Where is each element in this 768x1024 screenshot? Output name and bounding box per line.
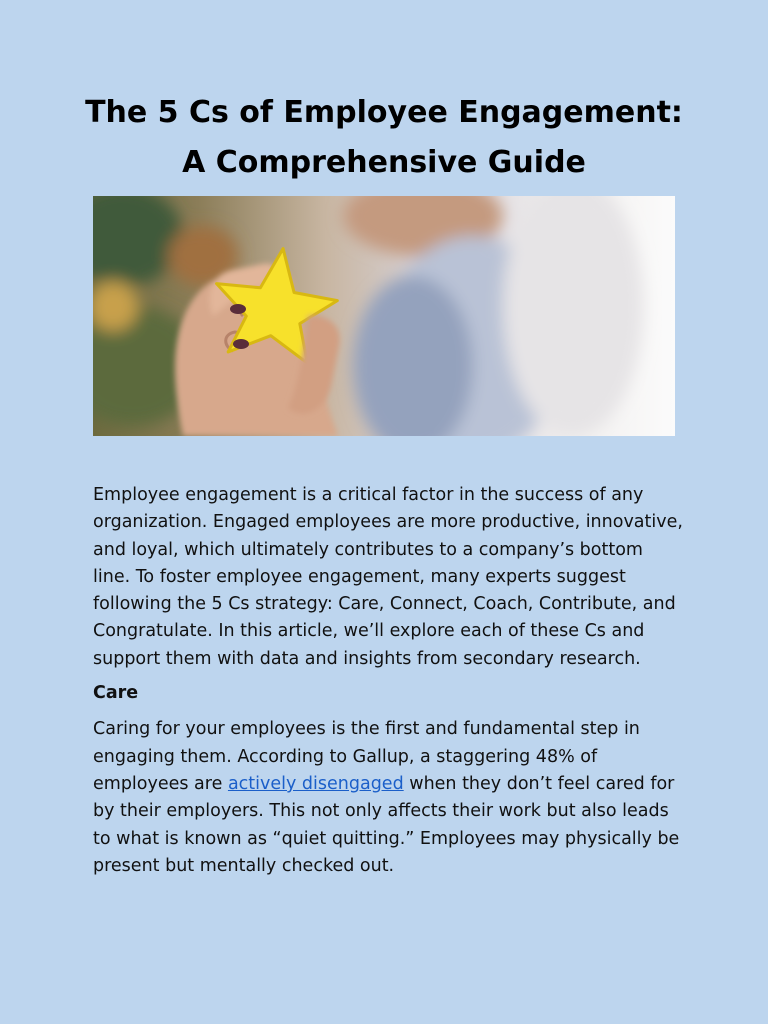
title-line-2: A Comprehensive Guide bbox=[182, 145, 586, 180]
article-title bbox=[60, 88, 708, 188]
hero-image bbox=[93, 196, 675, 436]
care-paragraph bbox=[93, 716, 683, 880]
intro-paragraph: Employee engagement is a critical factor in the success of any organization. Engaged employees are more productive, innovative, and loyal, which ultimately contributes to a company’s bottom line. To foster employee engagement, many experts suggest following the 5 Cs strategy: Care, Connect, Coach, Contribute, and Congratulate. In this article, we’ll explore each of these Cs and support them with data and insights from secondary research. bbox=[93, 485, 683, 669]
section-heading-care: Care bbox=[93, 683, 139, 704]
actively-disengaged-link[interactable]: actively disengaged bbox=[227, 773, 404, 794]
hand-holding-star-illustration bbox=[93, 196, 675, 436]
care-text-before-link: Caring for your employees is the first and fundamental step in engaging them. According to Gallup, a staggering 48% of employees are bbox=[93, 719, 640, 794]
article-body bbox=[93, 482, 683, 880]
care-text-after-link: when they don’t feel cared for by their employers. This not only affects their work but also leads to what is known as “quiet quitting.” Employees may physically be present but mentally checked out. bbox=[93, 773, 680, 876]
title-line-1: The 5 Cs of Employee Engagement: bbox=[85, 95, 683, 130]
